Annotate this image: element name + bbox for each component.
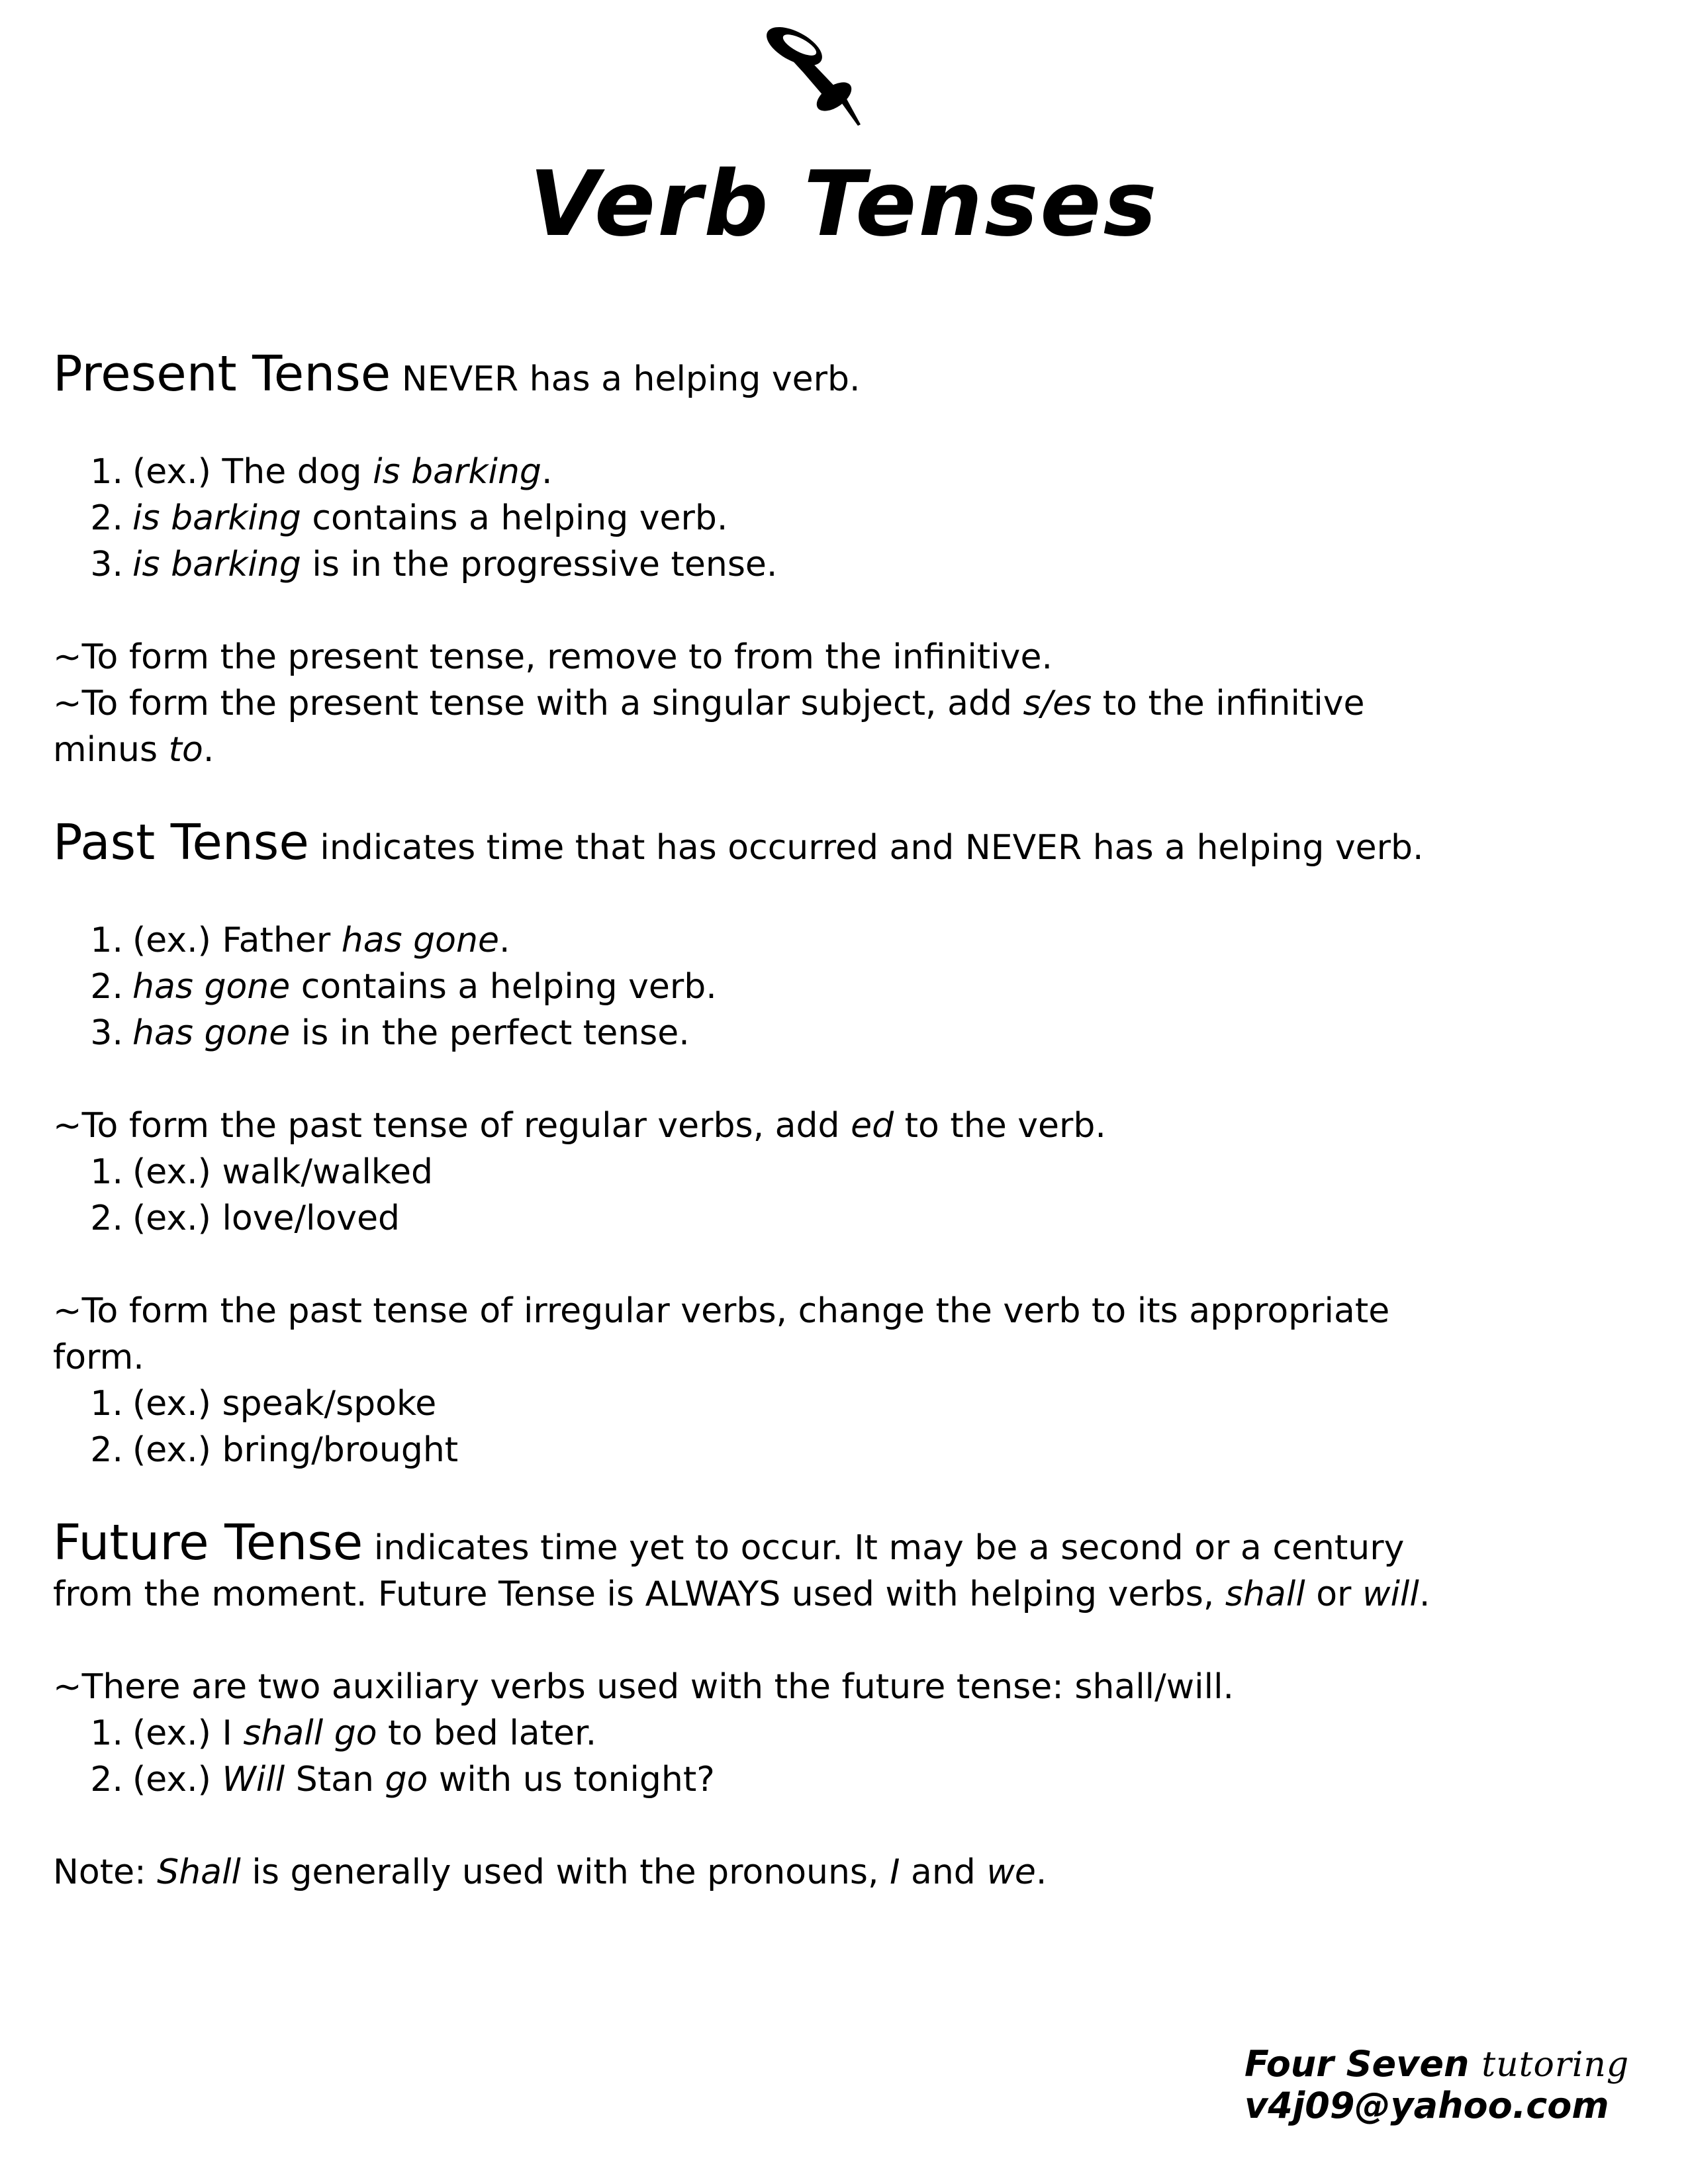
list-item: 2. (ex.) bring/brought: [90, 1430, 459, 1470]
pushpin-icon: [748, 19, 900, 131]
future-tense-intro: Future Tense indicates time yet to occur. It may be a second or a century: [53, 1514, 1405, 1571]
list-item: 2. (ex.) love/loved: [90, 1199, 400, 1238]
past-rule-1: ~To form the past tense of regular verbs, add ed to the verb.: [53, 1106, 1106, 1146]
list-item: 3. has gone is in the perfect tense.: [90, 1013, 690, 1053]
list-item: 3. is barking is in the progressive tense.: [90, 545, 778, 584]
list-item: 1. (ex.) I shall go to bed later.: [90, 1713, 597, 1753]
list-item: 2. has gone contains a helping verb.: [90, 967, 717, 1007]
past-tense-heading: Past Tense: [53, 814, 309, 871]
list-item: 1. (ex.) walk/walked: [90, 1152, 434, 1192]
present-rule-2-cont: minus to.: [53, 730, 214, 770]
page-title: Verb Tenses: [529, 152, 1159, 257]
present-tense-heading: Present Tense: [53, 345, 391, 402]
document-body: [53, 345, 1642, 1895]
present-tense-intro: Present Tense NEVER has a helping verb.: [53, 345, 861, 402]
list-item: 1. (ex.) Father has gone.: [90, 921, 510, 960]
list-item: 2. is barking contains a helping verb.: [90, 498, 728, 538]
past-rule-2-cont: form.: [53, 1338, 144, 1377]
future-tense-heading: Future Tense: [53, 1514, 363, 1571]
present-rule-1: ~To form the present tense, remove to from the infinitive.: [53, 637, 1053, 677]
list-item: 1. (ex.) speak/spoke: [90, 1384, 437, 1424]
footer-email: v4j09@yahoo.com: [1244, 2085, 1609, 2126]
footer-brand: Four Seven tutoring: [1244, 2043, 1630, 2085]
future-note: Note: Shall is generally used with the pronouns, I and we.: [53, 1852, 1047, 1892]
list-item: 1. (ex.) The dog is barking.: [90, 452, 553, 492]
future-rule-1: ~There are two auxiliary verbs used with the future tense: shall/will.: [53, 1667, 1235, 1707]
past-rule-2: ~To form the past tense of irregular verbs, change the verb to its appropriate: [53, 1291, 1390, 1331]
list-item: 2. (ex.) Will Stan go with us tonight?: [90, 1760, 715, 1799]
past-tense-intro: Past Tense indicates time that has occurred and NEVER has a helping verb.: [53, 814, 1424, 871]
future-tense-intro-cont: from the moment. Future Tense is ALWAYS used with helping verbs, shall or will.: [53, 1574, 1430, 1614]
footer-contact: [1244, 2044, 1668, 2126]
present-rule-2: ~To form the present tense with a singular subject, add s/es to the infinitive: [53, 684, 1365, 723]
